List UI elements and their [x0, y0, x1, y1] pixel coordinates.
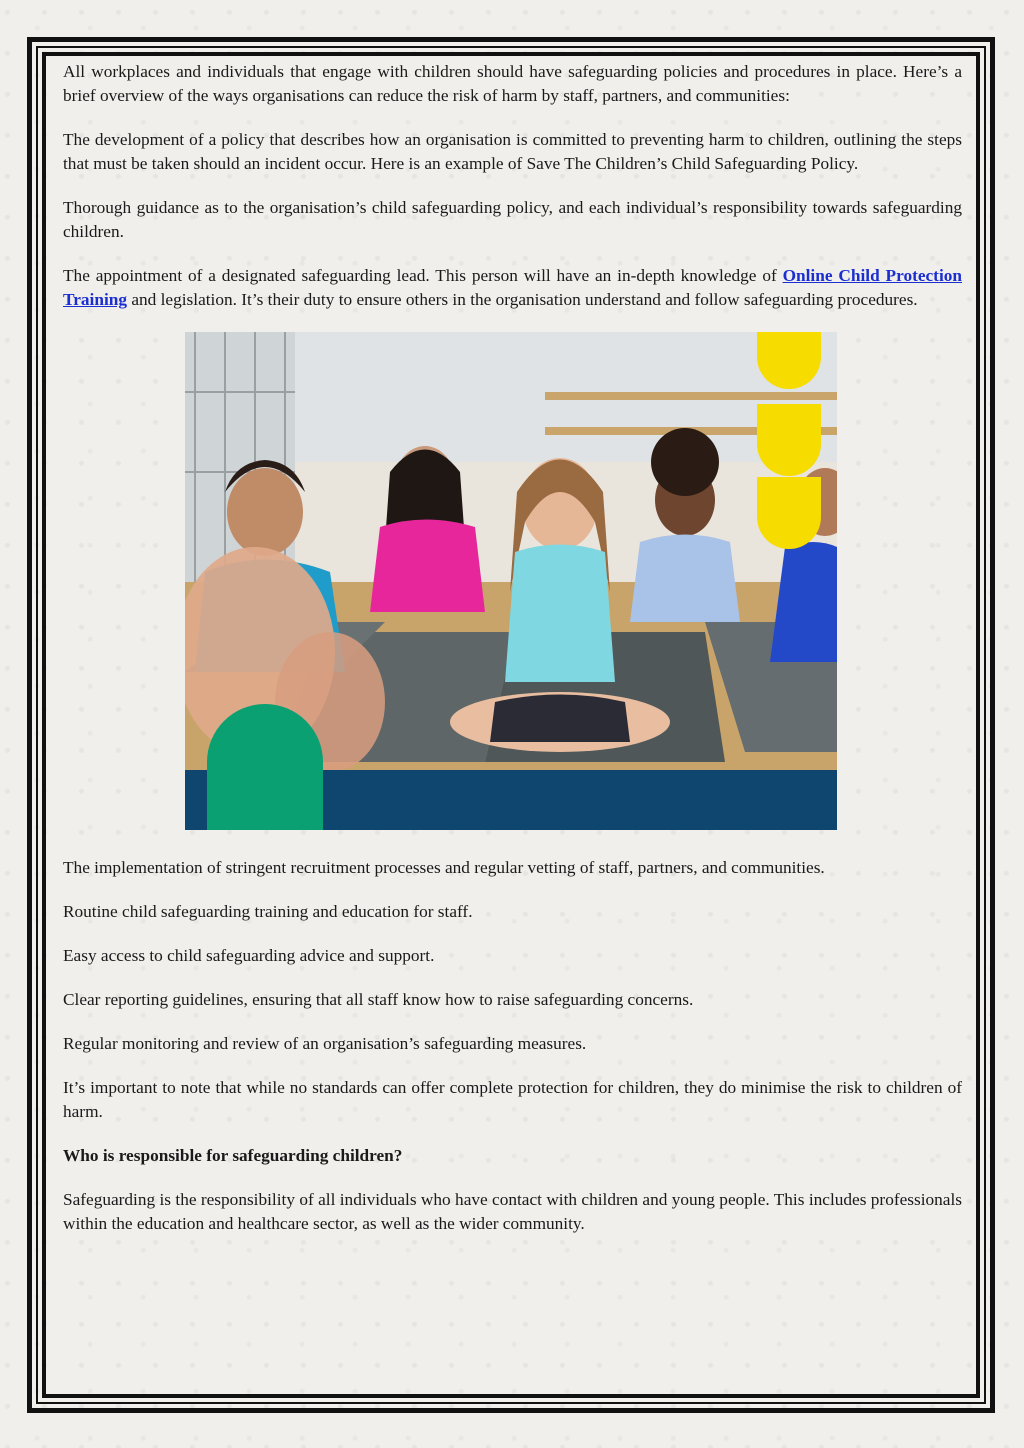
paragraph-safeguarding-lead: The appointment of a designated safeguarding lead. This person will have an in-depth knowledge of Online Child Protection Training and legislation. It’s their duty to ensure others in the organisation understand and follow safeguarding procedures. — [63, 266, 962, 309]
online-child-protection-training-link[interactable]: Online Child Protection Training — [63, 266, 962, 309]
paragraph-policy: The development of a policy that describes how an organisation is committed to preventing harm to children, outlining the steps that must be taken should an incident occur. Here is an example of Save The Children’s Child Safeguarding Policy. — [63, 130, 962, 173]
paragraph-advice: Easy access to child safeguarding advice and support. — [63, 946, 435, 965]
paragraph-guidance: Thorough guidance as to the organisation’s child safeguarding policy, and each individual’s responsibility towards safeguarding children. — [63, 198, 962, 241]
paragraph-training: Routine child safeguarding training and education for staff. — [63, 902, 473, 921]
paragraph-note: It’s important to note that while no standards can offer complete protection for children, they do minimise the risk to children of harm. — [63, 1078, 962, 1121]
children-yoga-photo — [185, 332, 837, 830]
paragraph-intro: All workplaces and individuals that engage with children should have safeguarding policies and procedures in place. Here’s a brief overview of the ways organisations can reduce the risk of harm by staff, partners, and communities: — [63, 62, 962, 105]
paragraph-recruitment: The implementation of stringent recruitment processes and regular vetting of staff, partners, and communities. — [63, 858, 825, 877]
document-body — [63, 60, 962, 1256]
section-heading: Who is responsible for safeguarding children? — [63, 1146, 403, 1165]
paragraph-reporting: Clear reporting guidelines, ensuring that all staff know how to raise safeguarding concerns. — [63, 990, 694, 1009]
paragraph-monitoring: Regular monitoring and review of an organisation’s safeguarding measures. — [63, 1034, 587, 1053]
paragraph-responsibility: Safeguarding is the responsibility of all individuals who have contact with children and young people. This includes professionals within the education and healthcare sector, as well as the wider community. — [63, 1190, 962, 1233]
